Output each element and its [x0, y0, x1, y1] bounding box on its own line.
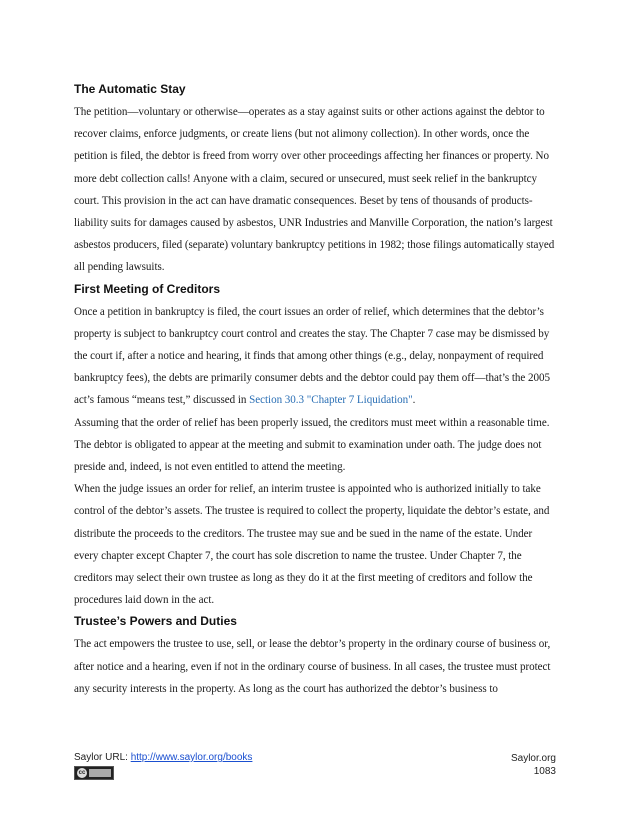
footer-site: Saylor.org	[510, 753, 556, 764]
paragraph-automatic-stay: The petition—voluntary or otherwise—operates as a stay against suits or other actions against the debtor to recover claims, enforce judgments, or create liens (but not alimony collection). In other words, once the petition is filed, the debtor is freed from worry over other proceedings affecting her finances or property. No more debt collection calls! Anyone with a claim, secured or unsecured, must seek relief in the bankruptcy court. This provision in the act can have dramatic consequences. Beset by tens of thousands of products-liability suits for damages caused by asbestos, UNR Industries and Manville Corporation, the nation’s largest asbestos producers, filed (separate) voluntary bankruptcy petitions in 1982; those filings automatically stayed all pending lawsuits.	[74, 106, 555, 274]
paragraph-first-meeting-3: When the judge issues an order for relief, an interim trustee is appointed who is authorized initially to take control of the debtor’s assets. The trustee is required to collect the property, liquidate the debtor’s estate, and distribute the proceeds to the creditors. The trustee may sue and be sued in the name of the estate. Under every chapter except Chapter 7, the court has sole discretion to name the trustee. Under Chapter 7, the creditors may select their own trustee as long as they do it at the first meeting of creditors and follow the procedures laid down in the act.	[74, 483, 550, 607]
heading-first-meeting: First Meeting of Creditors	[74, 281, 221, 296]
heading-automatic-stay: The Automatic Stay	[74, 82, 186, 96]
page-number: 1083	[533, 766, 556, 777]
footer-right	[511, 752, 556, 778]
paragraph-trustee-powers: The act empowers the trustee to use, sell, or lease the debtor’s property in the ordinary course of business or, after notice and a hearing, even if not in the ordinary course of business. In all cases, the trustee must protect any security interests in the property. As long as the court has authorized the debtor’s business to	[74, 638, 551, 695]
paragraph-end: .	[412, 394, 416, 407]
section-link-chapter-7[interactable]: Section 30.3 "Chapter 7 Liquidation"	[249, 394, 413, 407]
creative-commons-badge-icon	[74, 766, 114, 780]
cc-license-bar	[89, 769, 111, 777]
footer-source	[74, 752, 252, 763]
footer-url-link[interactable]: http://www.saylor.org/books	[130, 752, 253, 763]
page-content	[74, 80, 557, 700]
paragraph-first-meeting-1	[74, 301, 557, 412]
heading-trustee-powers: Trustee’s Powers and Duties	[74, 614, 237, 629]
paragraph-text: Once a petition in bankruptcy is filed, the court issues an order of relief, which determines that the debtor’s property is subject to bankruptcy court control and creates the stay. The Chapter 7 case may be dismissed by the court if, after a notice and hearing, it finds that among other things (e.g., delay, nonpayment of required bankruptcy fees), the debts are primarily consumer debts and the debtor could pay them off—that’s the 2005 act’s famous “means test,” discussed in	[74, 305, 551, 407]
paragraph-first-meeting-2: Assuming that the order of relief has been properly issued, the creditors must meet within a reasonable time. The debtor is obligated to appear at the meeting and submit to examination under oath. The judge does not preside and, indeed, is not even entitled to attend the meeting.	[74, 416, 550, 474]
footer-url-label: Saylor URL:	[74, 752, 131, 763]
cc-circle-icon: cc	[78, 770, 86, 776]
